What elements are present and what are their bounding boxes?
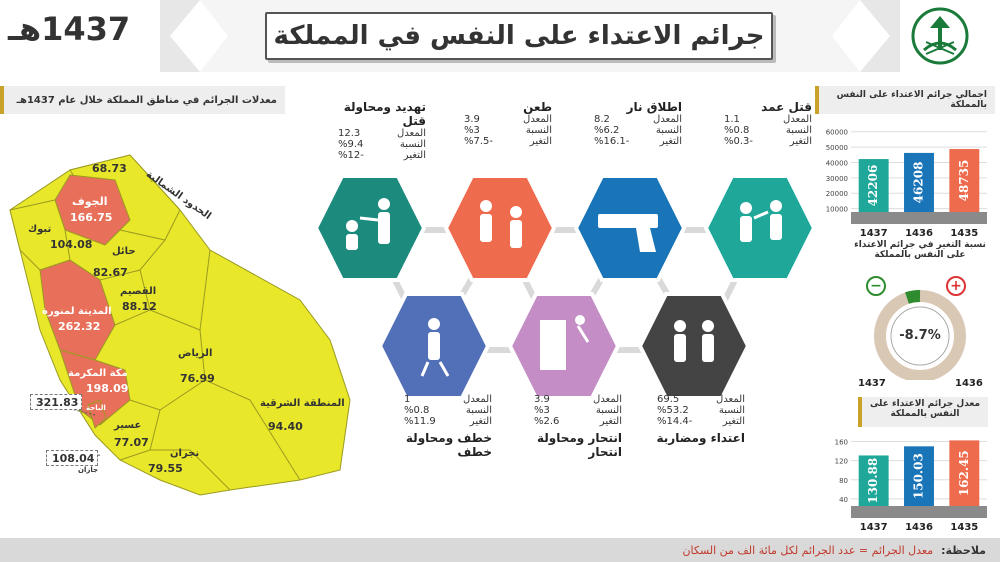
plus-icon: + [946,276,966,296]
region-value-qassim: 88.12 [122,300,157,313]
region-value-northern: 68.73 [92,162,127,175]
minus-icon: − [866,276,886,296]
y-tick-label: 20000 [825,190,848,199]
chart-base [851,506,987,518]
total-chart-svg [815,118,995,238]
x-tick-label: 1436 [905,228,933,238]
crime-name: اعتداء ومضاربة [656,431,745,445]
gauge-value: -8.7% [899,328,941,343]
crime-hex-shooting [574,172,686,284]
x-tick-label: 1435 [950,522,979,532]
crime-block-threat: تهديد ومحاولة قتل المعدل 12.3 النسبة %9.4 التغير %12- [318,100,426,161]
crime-name: تهديد ومحاولة قتل [343,100,426,128]
region-value-makkah: 198.09 [86,382,129,395]
page-title: جرائم الاعتداء على النفس في المملكة [265,12,773,60]
map-section-header: معدلات الجرائم في مناطق المملكة خلال عام 1437هـ [0,86,285,114]
y-tick-label: 50000 [825,144,848,153]
region-name-madinah: المدينة لمنورة [42,306,112,317]
region-value-jazan: 108.04 [52,452,95,465]
region-name-jazan: جازان [78,466,99,474]
region-name-najran: نجران [170,448,200,459]
y-tick-label: 30000 [825,174,848,183]
bar-value-label: 162.45 [956,450,971,497]
gauge-year-from: 1436 [955,378,983,389]
x-tick-label: 1436 [905,522,933,532]
region-name-qassim: القصيم [120,286,157,297]
chart-base [851,212,987,224]
y-tick-label: 120 [834,457,848,466]
crime-hex-murder [704,172,816,284]
crime-name: اطلاق نار [626,100,682,114]
rate-chart [815,428,995,532]
region-name-riyadh: الرياض [178,348,213,359]
region-value-riyadh: 76.99 [180,372,215,385]
region-name-eastern: المنطقة الشرقية [260,398,345,409]
crime-block-kidnap: المعدل 1 النسبة %0.8 التغير %11.9 خطف ومحاولة خطف [372,394,492,459]
crime-name: طعن [523,100,552,114]
region-name-hail: حائل [112,246,136,257]
region-value-asir: 77.07 [114,436,149,449]
note-label: ملاحظة: [941,543,986,557]
region-name-northern: الحدود الشمالية [143,168,213,223]
region-value-jouf: 166.75 [70,211,113,224]
crime-block-suicide: المعدل 3.9 النسبة %3 التغير %2.6 انتحار ومحاولة انتحار [506,394,622,459]
crime-name: خطف ومحاولة خطف [405,431,492,459]
bar-value-label: 42206 [866,164,881,207]
y-tick-label: 160 [834,438,848,447]
rate-chart-title: معدل جرائم الاعتداء على النفس بالمملكة [858,397,988,427]
bar-value-label: 48735 [956,159,971,202]
crime-block-assault: المعدل 69.5 النسبة %53.2 التغير %14.4- اعتداء ومضاربة [645,394,745,445]
region-value-baha: 321.83 [36,396,79,409]
total-chart-header: اجمالي جرائم الاعتداء على النفس بالمملكة [815,86,995,114]
rate-chart-svg [815,428,995,532]
region-name-makkah: مكة المكرمة [68,368,128,379]
x-tick-label: 1437 [859,522,888,532]
crime-hex-suicide [508,290,620,402]
bar-value-label: 130.88 [866,457,881,504]
crime-name: قتل عمد [761,100,812,114]
region-value-tabuk: 104.08 [50,238,93,251]
crime-block-shooting: اطلاق نار المعدل 8.2 النسبة %6.2 التغير %16.1- [582,100,682,147]
y-tick-label: 60000 [825,128,848,137]
y-tick-label: 40000 [825,159,848,168]
crime-block-stabbing: طعن المعدل 3.9 النسبة %3 التغير %7.5- [452,100,552,147]
crime-hex-threat [314,172,426,284]
year-label: 1437هـ [8,10,131,48]
x-tick-label: 1435 [950,228,979,238]
region-value-hail: 82.67 [93,266,128,279]
region-value-madinah: 262.32 [58,320,101,333]
footnote [0,538,1000,562]
crime-block-murder: قتل عمد المعدل 1.1 النسبة %0.8 التغير %0.3- [712,100,812,147]
region-value-najran: 79.55 [148,462,183,475]
x-tick-label: 1437 [859,228,888,238]
y-tick-label: 40 [839,495,848,504]
gauge-year-to: 1437 [858,378,886,389]
total-chart [815,118,995,238]
crime-hex-stabbing [444,172,556,284]
bar-value-label: 150.03 [911,453,926,500]
note-text: معدل الجرائم = عدد الجرائم لكل مائة الف من السكان [682,543,934,557]
bar-value-label: 46208 [911,161,926,204]
region-value-eastern: 94.40 [268,420,303,433]
y-tick-label: 80 [839,476,848,485]
crime-hex-assault [638,290,750,402]
y-tick-label: 10000 [825,205,848,214]
region-name-tabuk: تبوك [28,224,52,235]
region-name-asir: عسير [114,420,142,431]
ministry-logo [908,6,972,66]
crime-name: انتحار ومحاولة انتحار [536,431,622,459]
crime-hex-kidnap [378,290,490,402]
region-name-jouf: الجوف [72,195,108,208]
gauge-title: نسبة التغير في جرائم الاعتداء على النفس بالمملكة [854,240,986,260]
region-name-baha: الباحة [86,404,106,412]
